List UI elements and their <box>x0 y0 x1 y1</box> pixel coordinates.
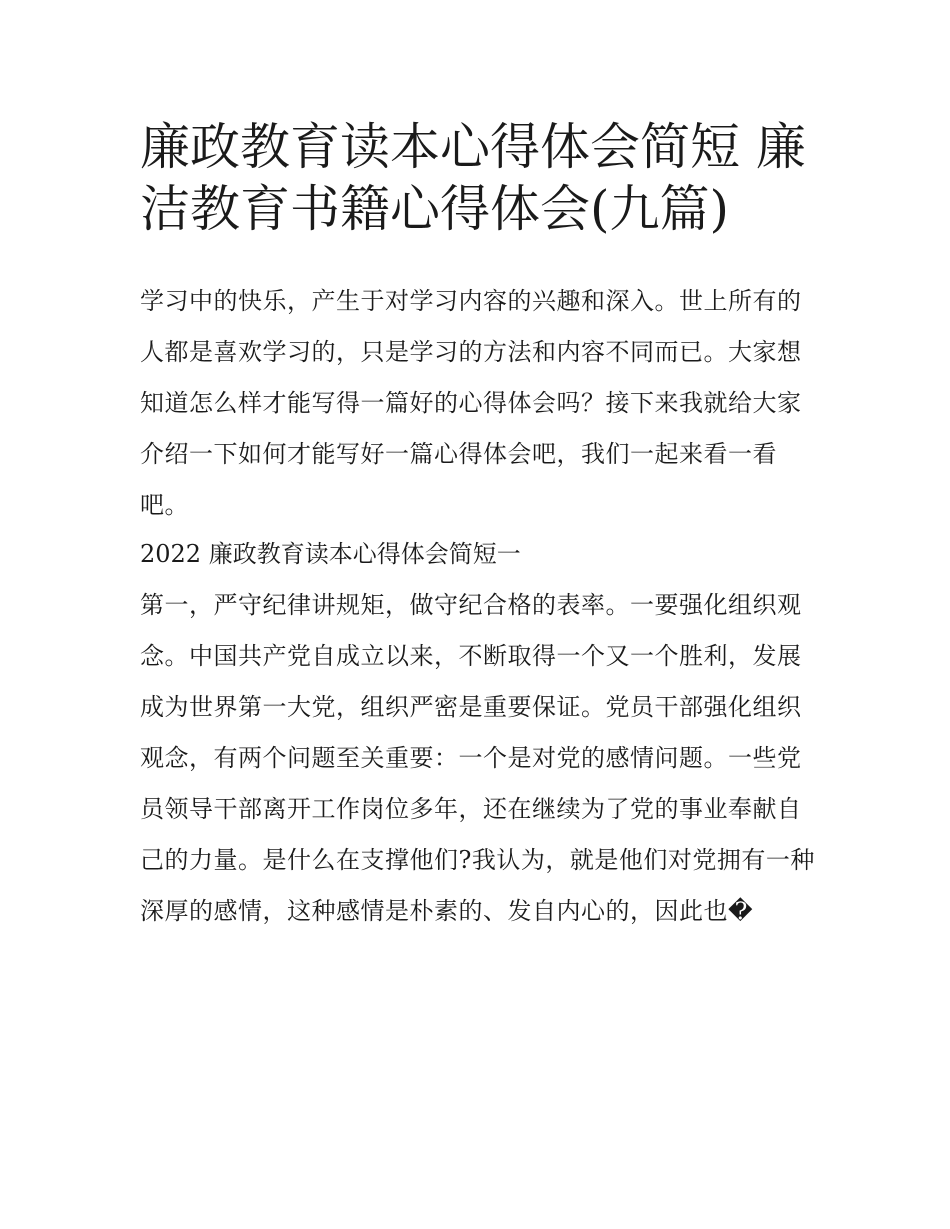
body-paragraph: 第一，严守纪律讲规矩，做守纪合格的表率。一要强化组织观念。中国共产党自成立以来，不断取得一个又一个胜利，发展成为世界第一大党，组织严密是重要保证。党员干部强化组织观念，有两个问题至关重要：一个是对党的感情问题。一些党员领导干部离开工作岗位多年，还在继续为了党的事业奉献自己的力量。是什么在支撑他们?我认为，就是他们对党拥有一种深厚的感情，这种感情是朴素的、发自内心的，因此也� <box>140 591 815 925</box>
intro-paragraph: 学习中的快乐，产生于对学习内容的兴趣和深入。世上所有的人都是喜欢学习的，只是学习的方法和内容不同而已。大家想知道怎么样才能写得一篇好的心得体会吗？接下来我就给大家介绍一下如何才能写好一篇心得体会吧，我们一起来看一看吧。 <box>140 287 802 519</box>
document-title: 廉政教育读本心得体会简短 廉洁教育书籍心得体会(九篇) <box>140 118 806 238</box>
section-heading: 2022 廉政教育读本心得体会简短一 <box>140 540 521 568</box>
